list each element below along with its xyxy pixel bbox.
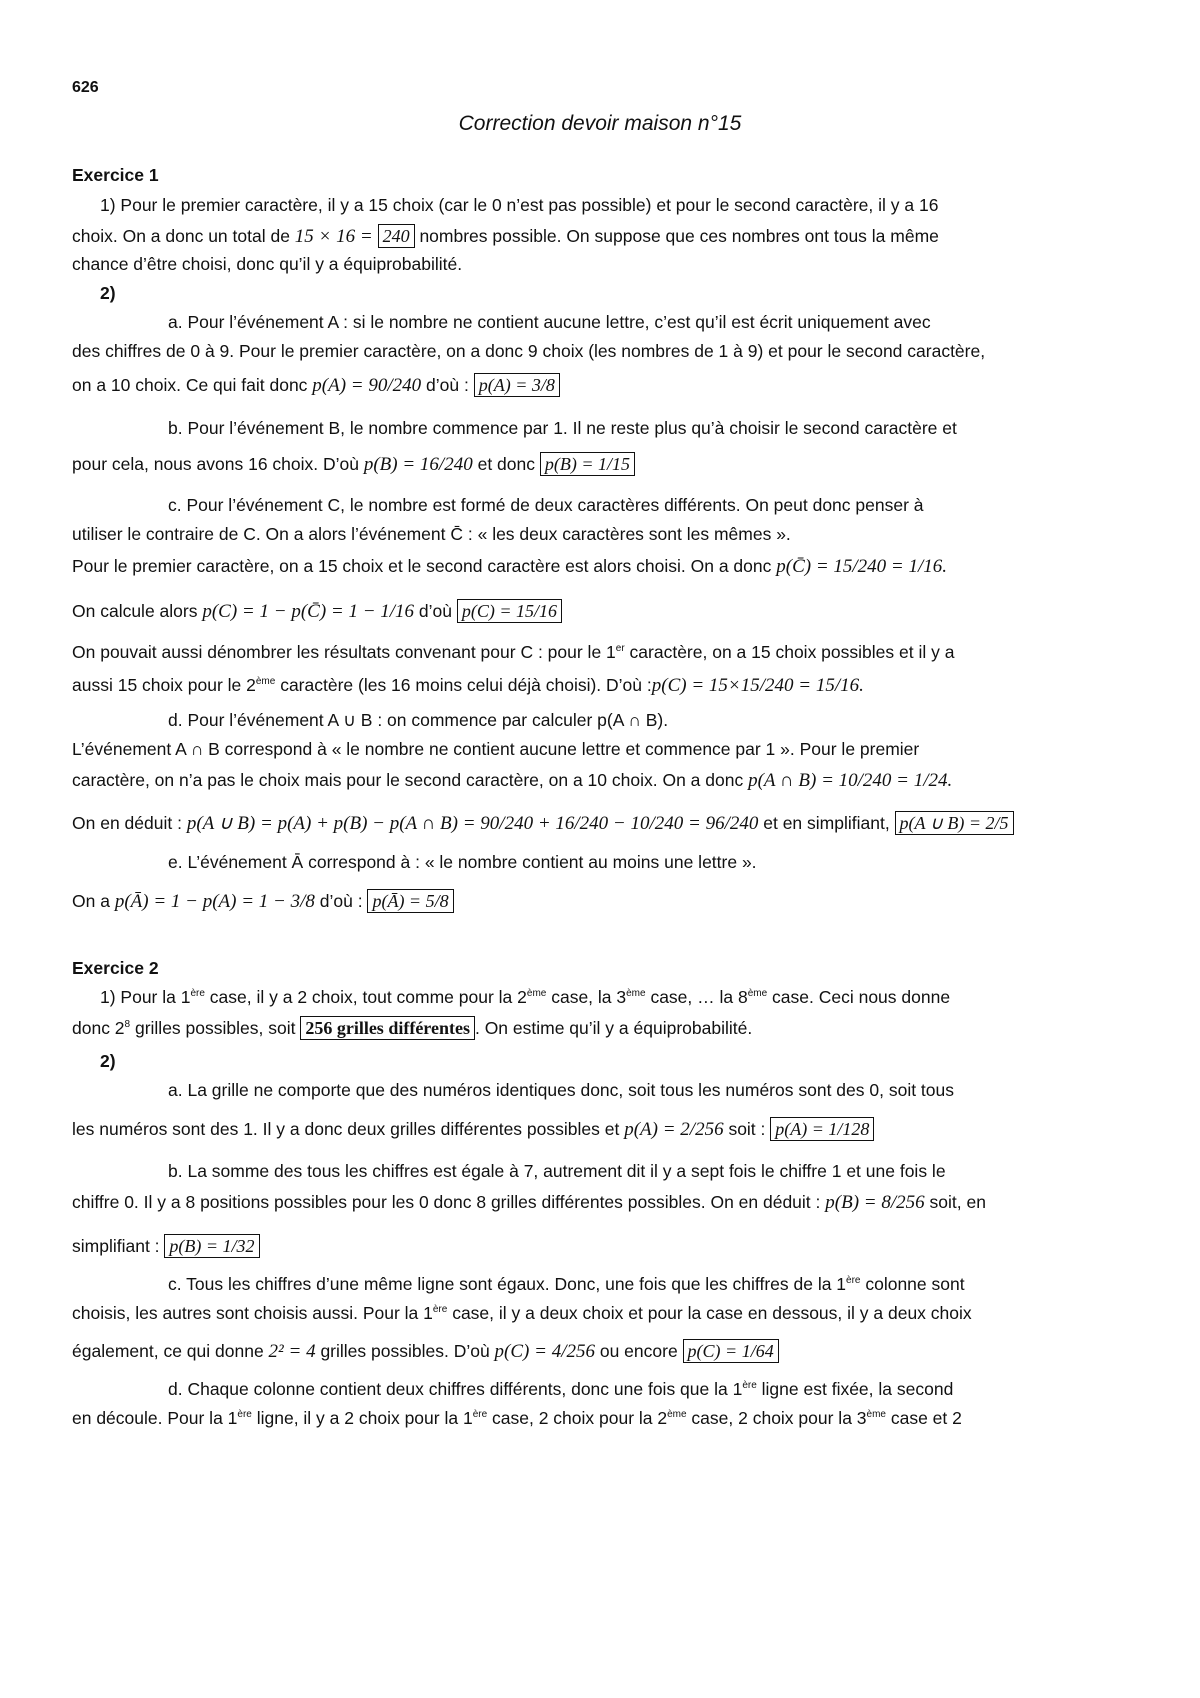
text: case et 2 [885,1408,962,1428]
boxed-result: p(A) = 1/128 [770,1117,874,1141]
formula: p(C) = 1 − p(C̄) = 1 − 1/16 [202,601,415,622]
text: nombres possible. On suppose que ces nombres ont tous la même [414,226,939,246]
text: en découle. Pour la 1 [72,1408,238,1428]
ex2-line [72,1234,1132,1258]
formula: p(C) = 15×15/240 = 15/16. [651,675,864,696]
text: On a [72,891,115,911]
ex2-line [72,1301,1132,1325]
text: caractère, on a 15 choix possibles et il y a [624,642,955,662]
text: On pouvait aussi dénombrer les résultats convenant pour C : pour le 1 [72,642,616,662]
formula: p(C̄) = 15/240 = 1/16. [776,556,948,577]
text: On calcule alors [72,601,203,621]
text: d’où : [314,891,368,911]
boxed-result: p(B) = 1/15 [540,452,635,476]
text: case, il y a 2 choix, tout comme pour la 2 [204,987,527,1007]
text: simplifiant : [72,1236,165,1256]
ex2-line [72,1117,1132,1142]
ex1-line [72,673,1132,698]
ex2-line [72,1016,1132,1040]
text: soit : [723,1119,771,1139]
text: d’où [414,601,457,621]
text: case, 2 choix pour la 3 [686,1408,867,1428]
text: grilles possibles. D’où [315,1341,495,1361]
ex1-line: des chiffres de 0 à 9. Pour le premier caractère, on a donc 9 choix (les nombres de 1 à 9) et pour le second caractère, [72,341,986,361]
superscript: ère [742,1380,757,1391]
text: ou encore [594,1341,683,1361]
ex1-item-b: b. Pour l’événement B, le nombre commence par 1. Il ne reste plus qu’à choisir le second caractère et [168,418,957,438]
superscript: 8 [124,1019,131,1030]
text: aussi 15 choix pour le 2 [72,675,256,695]
ex1-line [72,640,1132,664]
formula: p(A ∩ B) = 10/240 = 1/24. [748,770,953,791]
superscript: ère [846,1275,861,1286]
text: et en simplifiant, [758,813,895,833]
superscript: ème [526,988,547,999]
text: case, il y a deux choix et pour la case en dessous, il y a deux choix [447,1303,972,1323]
ex1-line [72,452,1132,477]
text: c. Tous les chiffres d’une même ligne sont égaux. Donc, une fois que les chiffres de la 1 [168,1274,847,1294]
text: case, la 3 [546,987,627,1007]
ex1-line [72,889,1132,914]
text: case, 2 choix pour la 2 [487,1408,668,1428]
text: case, … la 8 [645,987,748,1007]
boxed-result: p(C) = 1/64 [683,1339,779,1363]
text: également, ce qui donne [72,1341,269,1361]
text: caractère, on n’a pas le choix mais pour le second caractère, on a 10 choix. On a donc [72,770,749,790]
superscript: ère [472,1409,488,1420]
ex2-item-d [168,1377,1200,1401]
ex1-item-a: a. Pour l’événement A : si le nombre ne contient aucune lettre, c’est qu’il est écrit uniquement avec [168,312,931,332]
text: soit, en [924,1192,986,1212]
boxed-result: 240 [378,224,415,248]
text: Pour le premier caractère, on a 15 choix et le second caractère est alors choisi. On a donc [72,556,777,576]
ex1-line: chance d’être choisi, donc qu’il y a équiprobabilité. [72,254,463,274]
formula: p(A) = 2/256 [624,1119,724,1140]
superscript: ème [747,988,768,999]
ex1-line [72,811,1132,836]
ex1-line: utiliser le contraire de C. On a alors l’événement C̄ : « les deux caractères sont les mêmes ». [72,524,791,544]
ex1-line: 1) Pour le premier caractère, il y a 15 choix (car le 0 n’est pas possible) et pour le second caractère, il y a 16 [100,195,939,215]
ex1-line [72,554,1132,579]
formula: p(B) = 8/256 [825,1192,925,1213]
formula: p(Ā) = 1 − p(A) = 1 − 3/8 [114,891,315,912]
ex1-item-d: d. Pour l’événement A ∪ B : on commence par calculer p(A ∩ B). [168,710,669,730]
boxed-result: p(C) = 15/16 [457,599,562,623]
exercise-2-heading: Exercice 2 [72,958,159,978]
text: case. Ceci nous donne [767,987,951,1007]
text: 1) Pour la 1 [100,987,191,1007]
ex1-line [72,599,1132,624]
superscript: ère [190,988,205,999]
text: les numéros sont des 1. Il y a donc deux grilles différentes possibles et [72,1119,625,1139]
text: ligne, il y a 2 choix pour la 1 [251,1408,473,1428]
formula: p(A) = 90/240 [312,375,422,396]
formula: p(B) = 16/240 [363,454,473,475]
superscript: ère [432,1304,448,1315]
boxed-result: p(A ∪ B) = 2/5 [895,811,1014,835]
ex1-line: L’événement A ∩ B correspond à « le nombre ne contient aucune lettre et commence par 1 ». Pour le premier [72,739,920,759]
ex2-line [72,1190,1132,1215]
boxed-result: 256 grilles différentes [300,1016,475,1040]
text: d. Chaque colonne contient deux chiffres différents, donc une fois que la 1 [168,1379,743,1399]
superscript: ème [626,988,646,999]
formula: 15 × 16 = [294,226,373,247]
superscript: ème [255,676,276,687]
ex2-line [72,1339,1132,1364]
superscript: er [615,643,625,654]
text: d’où : [421,375,474,395]
text: on a 10 choix. Ce qui fait donc [72,375,313,395]
superscript: ème [866,1409,886,1420]
text: . On estime qu’il y a équiprobabilité. [474,1018,753,1038]
text: et donc [472,454,540,474]
text: ligne est fixée, la second [756,1379,954,1399]
text: chiffre 0. Il y a 8 positions possibles pour les 0 donc 8 grilles différentes possibles. On en déduit : [72,1192,826,1212]
ex2-line [72,1406,1132,1430]
ex2-part-2-label: 2) [100,1051,116,1071]
superscript: ère [237,1409,252,1420]
text: colonne sont [860,1274,965,1294]
ex1-item-e: e. L’événement Ā correspond à : « le nombre contient au moins une lettre ». [168,852,757,872]
ex1-part-2-label: 2) [100,283,116,303]
page-number: 626 [72,79,99,96]
ex2-item-a: a. La grille ne comporte que des numéros identiques donc, soit tous les numéros sont des 0, soit tous [168,1080,955,1100]
text: caractère (les 16 moins celui déjà choisi). D’où : [275,675,652,695]
superscript: ème [667,1409,687,1420]
ex1-item-c: c. Pour l’événement C, le nombre est formé de deux caractères différents. On peut donc penser à [168,495,924,515]
text: On en déduit : [72,813,187,833]
ex2-item-b: b. La somme des tous les chiffres est égale à 7, autrement dit il y a sept fois le chiffre 1 et une fois le [168,1161,946,1181]
boxed-result: p(Ā) = 5/8 [367,889,453,913]
ex1-line [72,373,1132,398]
formula: 2² = 4 [268,1341,316,1362]
ex2-line [100,985,1160,1009]
text: pour cela, nous avons 16 choix. D’où [72,454,364,474]
page-title: Correction devoir maison n°15 [458,112,742,135]
exercise-1-heading: Exercice 1 [72,165,159,185]
boxed-result: p(B) = 1/32 [164,1234,259,1258]
text: choix. On a donc un total de [72,226,295,246]
text: grilles possibles, soit [130,1018,301,1038]
ex2-item-c [168,1272,1200,1296]
text: choisis, les autres sont choisis aussi. Pour la 1 [72,1303,433,1323]
ex1-line [72,768,1132,793]
boxed-result: p(A) = 3/8 [474,373,560,397]
formula: p(C) = 4/256 [494,1341,595,1362]
formula: p(A ∪ B) = p(A) + p(B) − p(A ∩ B) = 90/240 + 16/240 − 10/240 = 96/240 [186,813,759,834]
ex1-line [72,224,1132,249]
text: donc 2 [72,1018,125,1038]
